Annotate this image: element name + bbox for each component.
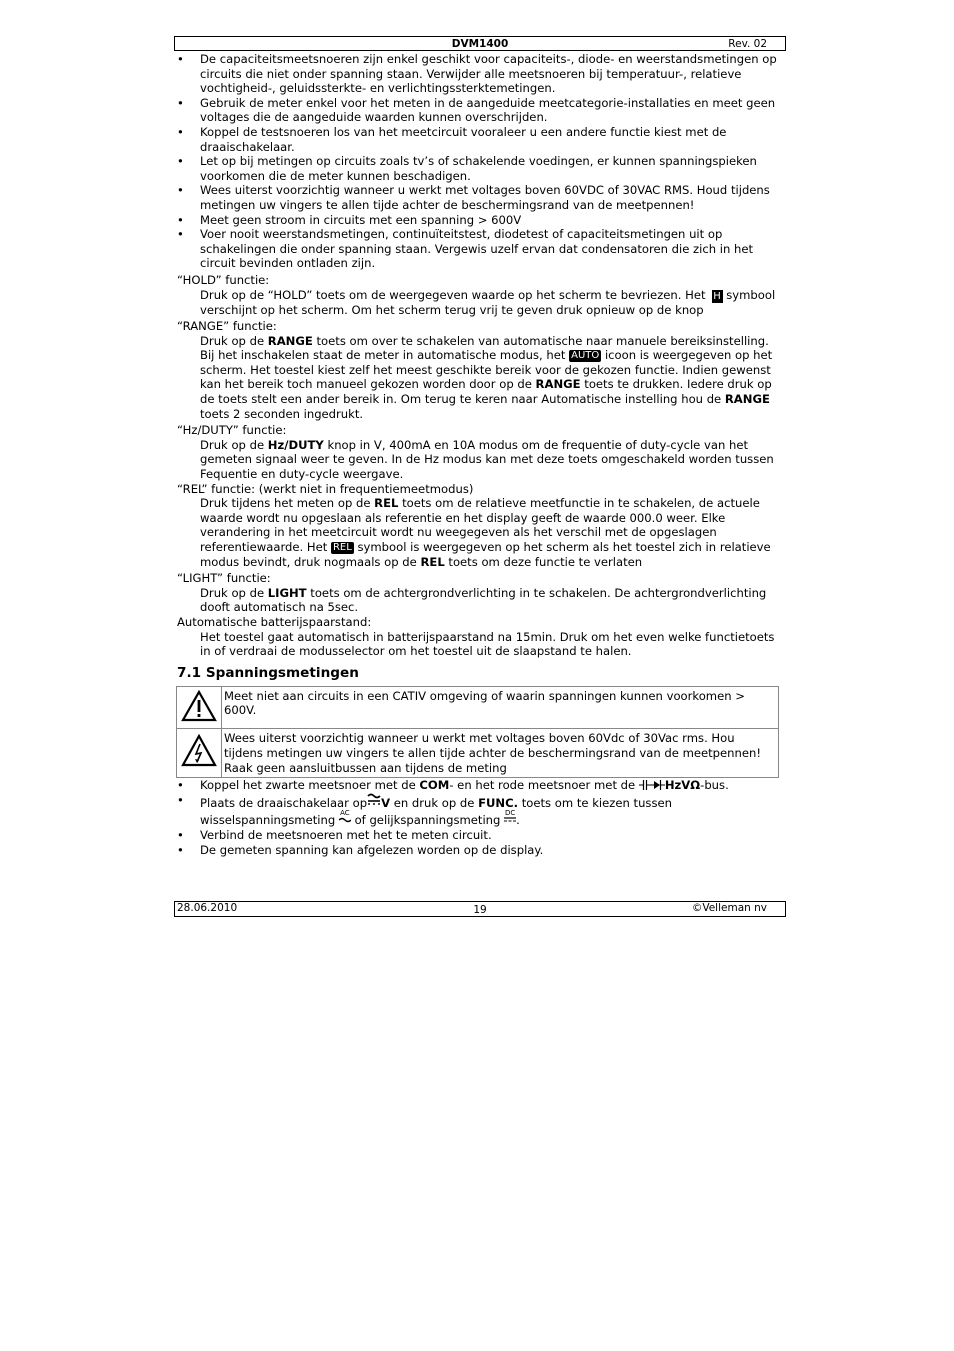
hold-symbol-icon: H (713, 290, 721, 302)
range-text-2: Bij het inschakelen staat de meter in automatische modus, het AUTO icoon is weergegeven op het scherm. Het toestel kiest zelf het meest geschikte bereik voor de gekozen functie. Indien gewenst kan het bereik toch manueel gekozen worden door op de RANGE toets te drukken. Iedere druk op de toets stelt een ander bereik in. Om terug te keren naar Automatische instelling hou de RANGE toets 2 seconden ingedrukt. (200, 348, 773, 421)
list-item: • Koppel het zwarte meetsnoer met de COM- en het rode meetsnoer met de HzVΩ-bus. (177, 778, 779, 793)
auto-off-text: Het toestel gaat automatisch in batterijspaarstand na 15min. Druk om het even welke functietoets in of verdraai de modusselector om het toestel uit de slaapstand te halen. (200, 629, 775, 659)
auto-off-section (177, 615, 779, 659)
warning-triangle-icon (181, 690, 217, 722)
page-content (177, 52, 779, 857)
range-section (177, 319, 779, 421)
hz-text: Druk op de Hz/DUTY knop in V, 400mA en 10A modus om de frequentie of duty-cycle van het gemeten signaal weer te geven. In de Hz modus kan met deze toets omgeschakeld worden tussen Fequentie en duty-cycle weergave. (200, 437, 774, 482)
list-item: • De gemeten spanning kan afgelezen worden op de display. (177, 843, 779, 858)
warning-icon-cell (177, 686, 222, 729)
voltage-steps (177, 778, 779, 857)
list-item: • Wees uiterst voorzichtig wanneer u werkt met voltages boven 60VDC of 30VAC RMS. Houd tijdens metingen uw vingers te allen tijde achter de beschermingsrand van de meetpennen! (177, 183, 779, 212)
hold-text: Druk op de “HOLD” toets om de weergegeven waarde op het scherm te bevriezen. Het H symbool verschijnt op het scherm. Om het scherm terug vrij te geven druk opnieuw op de knop (200, 287, 776, 317)
auto-off-title: Automatische batterijspaarstand: (177, 614, 372, 629)
hz-section (177, 423, 779, 481)
hold-section (177, 273, 779, 317)
list-item: • Verbind de meetsnoeren met het te meten circuit. (177, 828, 779, 843)
table-row (177, 686, 779, 729)
warning-table (176, 686, 779, 778)
section-heading: 7.1 Spanningsmetingen (177, 664, 359, 681)
list-item: • Plaats de draaischakelaar op V en druk op de FUNC. toets om te kiezen tussen wisselspanningsmeting AC of gelijkspanningsmeting DC . (177, 793, 779, 828)
list-item: • Meet geen stroom in circuits met een spanning > 600V (177, 213, 779, 228)
dc-symbol-icon: DC (504, 809, 516, 818)
list-item: • Let op bij metingen op circuits zoals tv’s of schakelende voedingen, er kunnen spanningspieken voorkomen die de meter kunnen beschadigen. (177, 154, 779, 183)
electric-shock-icon (181, 734, 217, 768)
header-revision: Rev. 02 (728, 38, 767, 50)
range-text-1: Druk op de RANGE toets om over te schakelen van automatische naar manuele bereiksinstelling. (200, 333, 769, 348)
page-header (174, 36, 786, 51)
light-title: “LIGHT” functie: (177, 571, 271, 586)
page-number: 19 (473, 904, 487, 916)
capacitor-diode-icon (639, 780, 665, 790)
warning-text: Meet niet aan circuits in een CATIV omgeving of waarin spanningen kunnen voorkomen > 600V. (222, 686, 779, 729)
rel-symbol-icon: REL (332, 542, 352, 553)
warning-icon-cell (177, 729, 222, 778)
light-section (177, 571, 779, 615)
rel-title: “REL” functie: (werkt niet in frequentiemeetmodus) (177, 481, 474, 496)
page-footer (174, 901, 786, 917)
auto-symbol-icon: AUTO (571, 350, 600, 362)
safety-bullets (177, 52, 779, 271)
footer-date: 28.06.2010 (177, 902, 238, 914)
hold-title: “HOLD” functie: (177, 272, 270, 287)
rel-text: Druk tijdens het meten op de REL toets om de relatieve meetfunctie in te schakelen, de actuele waarde wordt nu opgeslaan als referentie en het display geeft de waarde 000.0 weer. Elke verandering in het meetcircuit wordt nu weegegeven als het verschil met de opgeslagen referentiewaarde. Het REL symbool is weergegeven op het scherm als het toestel zich in relatieve modus bevindt, druk nogmaals op de REL toets om deze functie te verlaten (200, 496, 771, 569)
table-row (177, 729, 779, 778)
ac-dc-voltage-icon (367, 793, 381, 809)
footer-copyright: ©Velleman nv (691, 902, 767, 914)
hz-title: “Hz/DUTY” functie: (177, 423, 287, 438)
range-title: “RANGE” functie: (177, 319, 277, 334)
list-item: • Gebruik de meter enkel voor het meten in de aangeduide meetcategorie-installaties en meet geen voltages die de aangeduide waarden kunnen overschrijden. (177, 96, 779, 125)
list-item: • Koppel de testsnoeren los van het meetcircuit vooraleer u een andere functie kiest met de draaischakelaar. (177, 125, 779, 154)
light-text: Druk op de LIGHT toets om de achtergrondverlichting in te schakelen. De achtergrondverlichting dooft automatisch na 5sec. (200, 585, 767, 615)
list-item: • Voer nooit weerstandsmetingen, continuïteitstest, diodetest of capaciteitsmetingen uit op schakelingen die onder spanning staan. Vergewis uzelf ervan dat condensatoren die zich in het circuit bevinden ontladen zijn. (177, 227, 779, 271)
header-title: DVM1400 (451, 38, 509, 50)
ac-symbol-icon: AC (339, 810, 351, 825)
rel-section (177, 482, 779, 570)
list-item: • De capaciteitsmeetsnoeren zijn enkel geschikt voor capaciteits-, diode- en weerstandsmetingen op circuits die niet onder spanning staan. Verwijder alle meetsnoeren bij temperatuur-, relatieve vochtigheid-, geluidssterkte- en verlichtingssterktemetingen. (177, 52, 779, 96)
warning-text: Wees uiterst voorzichtig wanneer u werkt met voltages boven 60Vdc of 30Vac rms. Hou tijdens metingen uw vingers te allen tijde achter de beschermingsrand van de meetpennen! Raak geen aansluitbussen aan tijdens de meting (222, 729, 779, 778)
